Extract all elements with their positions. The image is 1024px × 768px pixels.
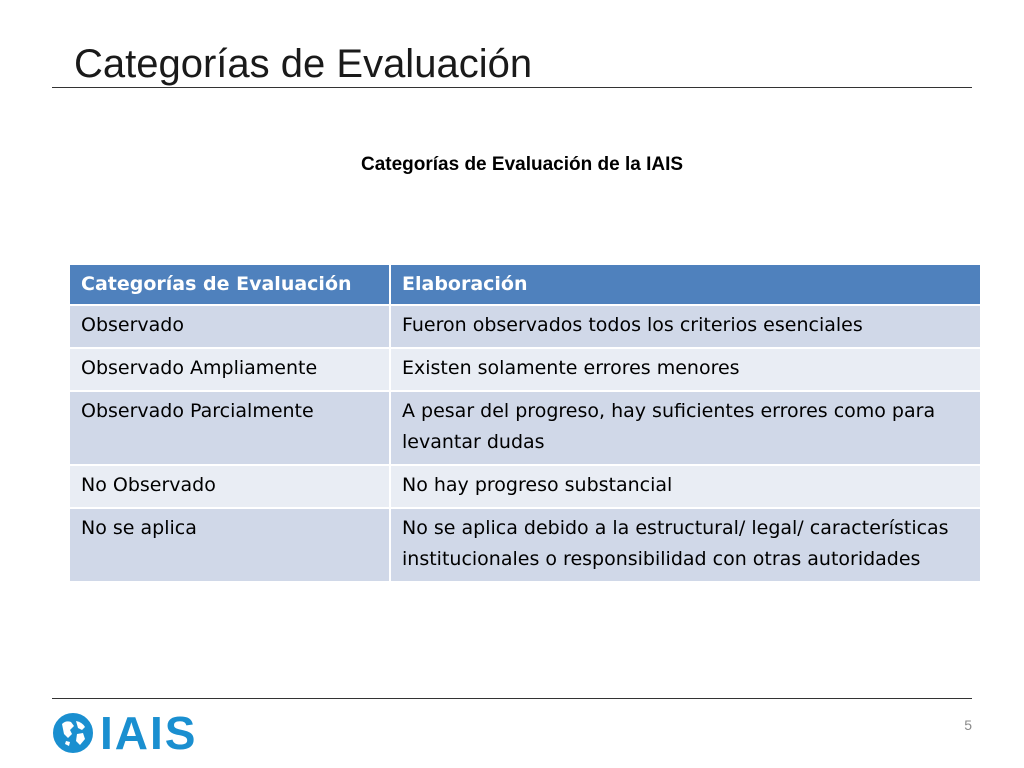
table-header-row <box>69 264 981 305</box>
page-number: 5 <box>964 717 972 733</box>
category-cell: No Observado <box>69 465 390 508</box>
category-cell: Observado Ampliamente <box>69 348 390 391</box>
elaboration-cell: Existen solamente errores menores <box>390 348 981 391</box>
table-row <box>69 508 981 582</box>
logo-text: IAIS <box>100 707 198 759</box>
globe-icon <box>52 712 94 754</box>
title-divider <box>52 87 972 88</box>
elaboration-cell: No hay progreso substancial <box>390 465 981 508</box>
elaboration-cell: No se aplica debido a la estructural/ legal/ características institucionales o responsibilidad con otras autoridades <box>390 508 981 582</box>
category-cell: No se aplica <box>69 508 390 582</box>
iais-logo <box>52 707 198 759</box>
footer-divider <box>52 698 972 699</box>
table-row <box>69 305 981 348</box>
header-elaboration: Elaboración <box>390 264 981 305</box>
table-row <box>69 391 981 465</box>
table-row <box>69 348 981 391</box>
slide-subtitle: Categorías de Evaluación de la IAIS <box>360 154 684 175</box>
header-categories: Categorías de Evaluación <box>69 264 390 305</box>
elaboration-cell: A pesar del progreso, hay suficientes errores como para levantar dudas <box>390 391 981 465</box>
elaboration-cell: Fueron observados todos los criterios esenciales <box>390 305 981 348</box>
table-row <box>69 465 981 508</box>
evaluation-table <box>68 263 982 583</box>
category-cell: Observado Parcialmente <box>69 391 390 465</box>
slide-title: Categorías de Evaluación <box>74 42 533 86</box>
category-cell: Observado <box>69 305 390 348</box>
